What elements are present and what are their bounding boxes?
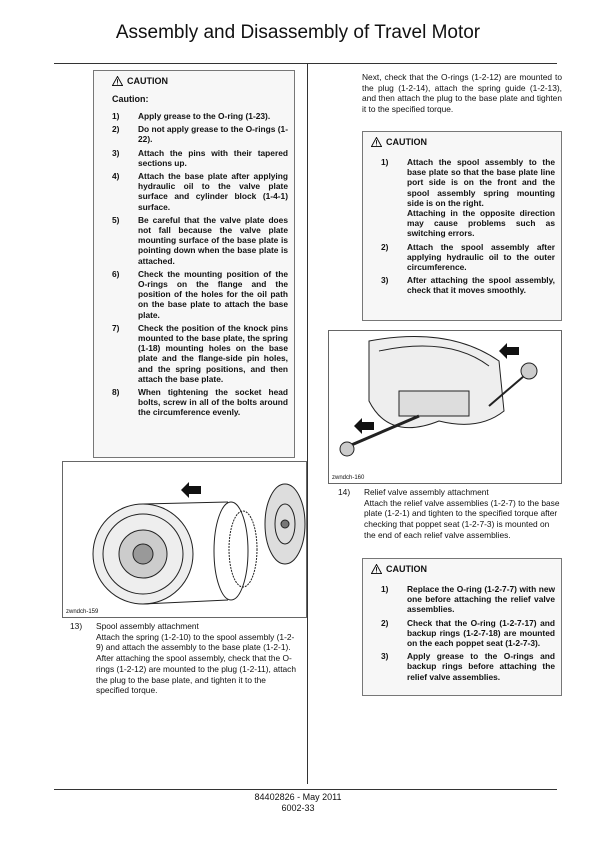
caution-item-text [138,124,288,144]
warning-icon [371,137,382,147]
caution-list [112,111,288,418]
step-13 [70,621,300,696]
step-14 [338,487,562,541]
caution-item [112,215,288,266]
document-number: 84402826 - May 2011 [254,792,342,802]
caution-item [381,618,555,649]
caution-item-text [138,215,288,266]
caution-item-main: Attach the spool assembly to the base plate so that the base plate line port side is on the front and the spool assembly spring mounting side is on the right. [407,157,555,208]
step-title: Spool assembly attachment [96,621,199,631]
caution-item [381,157,555,239]
caution-item-main: Attach the pins with their tapered sections up. [138,147,288,168]
page-number: 6002-33 [281,803,315,813]
caution-item-number: 2) [381,617,389,628]
caution-item-text [138,148,288,168]
caution-item-text [138,323,288,384]
caution-heading: CAUTION [371,137,555,147]
step-number: 14) [338,487,351,497]
caution-item-extra: Attaching in the opposite direction may cause problems such as switching errors. [407,208,555,239]
caution-item-number: 1) [381,157,389,167]
page-title: Assembly and Disassembly of Travel Motor [115,22,481,43]
caution-subheading: Caution: [112,94,149,104]
caution-item-number: 6) [112,268,120,279]
figure-spool-assembly [328,330,562,484]
caution-item-main: Check the position of the knock pins mounted to the base plate, the spring (1-18) mounting holes on the base plate and the flange-side pin holes, and the spring positions, and then attach the base plate. [138,322,288,384]
caution-item-number: 3) [112,147,120,158]
caution-item [112,387,288,418]
caution-item-text [407,618,555,649]
step-body-1: Attach the spring (1-2-10) to the spool assembly (1-2-9) and attach the assembly to the base plate (1-2-1). [96,631,295,653]
caution-item-number: 7) [112,322,120,333]
caution-item-number: 1) [381,584,389,594]
caution-list [371,584,555,682]
caution-item-main: Attach the spool assembly after applying hydraulic oil to the outer circumference. [407,241,555,273]
caution-item-number: 2) [112,124,120,135]
step-number: 13) [70,621,83,631]
column-divider [307,64,308,784]
step-body-2: After attaching the spool assembly, check that the O-rings (1-2-12) are mounted to the plug (1-2-11), attach the plug to the base plate, and tighten it to the specified torque. [96,653,297,696]
step-body-1: Attach the relief valve assemblies (1-2-7) to the base plate (1-2-1) and tighten to the specified torque after checking that poppet seat (1-2-7-3) is mounted on the end of each relief valve assemblies. [364,497,560,540]
caution-item [112,111,288,121]
step-title: Relief valve assembly attachment [364,487,489,497]
figure-caption: zwndch-160 [332,475,365,481]
caution-item-main: Replace the O-ring (1-2-7-7) with new one before attaching the relief valve assemblies. [407,584,555,615]
page-footer [0,792,596,814]
caution-item-text [138,111,288,121]
caution-item-main: Check that the O-ring (1-2-7-17) and backup rings (1-2-7-18) are mounted on the each poppet seat (1-2-7-3). [407,617,555,649]
caution-item-number: 3) [381,651,389,662]
caution-item-text [407,651,555,682]
caution-item-main: Apply grease to the O-ring (1-23). [138,111,271,121]
caution-item-number: 8) [112,387,120,398]
caution-heading: CAUTION [112,76,288,86]
caution-item-text [407,157,555,239]
caution-item-main: Do not apply grease to the O-rings (1-22). [138,124,288,145]
caution-item-text [138,171,288,212]
spring-guide-paragraph: Next, check that the O-rings (1-2-12) are mounted to the plug (1-2-14), attach the spring guide (1-2-13), and then attach the plug to the base plate and tighten it to the specified torque. [362,72,562,115]
caution-item-main: Be careful that the valve plate does not fall because the valve plate mounting surface of the base plate is pointing down when the base plate is attached. [138,214,288,266]
caution-item [112,323,288,384]
caution-item [381,242,555,273]
caution-item-main: Apply grease to the O-rings and backup rings before attaching the relief valve assemblies. [407,651,555,682]
travel-motor-illustration [63,462,306,617]
caution-item-number: 2) [381,241,389,252]
caution-item [381,651,555,682]
warning-icon [112,76,123,86]
caution-item-text [138,269,288,320]
warning-icon [371,564,382,574]
caution-list [371,157,555,296]
caution-box-3 [362,558,562,696]
caution-item-text [407,242,555,273]
caution-item-number: 3) [381,275,389,286]
caution-item-text [407,584,555,615]
figure-travel-motor [62,461,307,618]
caution-item [112,269,288,320]
caution-item [112,124,288,144]
caution-item [381,584,555,615]
caution-item-text [138,387,288,418]
header-rule [54,63,557,64]
caution-item-text [407,275,555,295]
caution-box-1 [93,70,295,458]
caution-item-main: Attach the base plate after applying hydraulic oil to the valve plate surface and cylinder block (1-4-1) surface. [138,171,288,212]
spool-assembly-illustration [329,331,561,483]
figure-caption: zwndch-159 [66,609,99,615]
footer-rule [54,789,557,790]
caution-item [112,171,288,212]
caution-item-main: After attaching the spool assembly, check that it moves smoothly. [407,275,555,296]
caution-item-number: 5) [112,214,120,225]
caution-item-main: When tightening the socket head bolts, screw in all of the bolts around the circumference evenly. [138,387,288,418]
caution-item-number: 4) [112,171,120,182]
caution-item [112,148,288,168]
caution-heading: CAUTION [371,564,555,574]
caution-box-2 [362,131,562,321]
caution-item-number: 1) [112,111,120,121]
caution-item [381,275,555,295]
caution-item-main: Check the mounting position of the O-rings on the flange and the position of the holes for the oil path on the base plate to attach the base plate. [138,268,288,320]
